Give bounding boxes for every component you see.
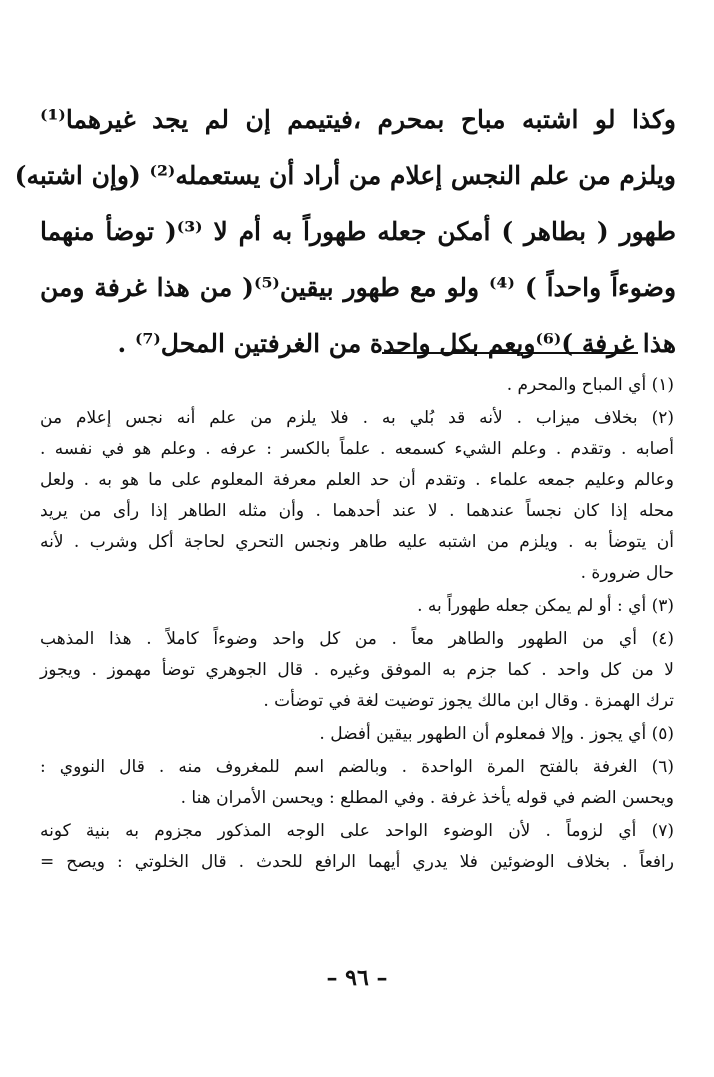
footnote-line: (٥) أي يجوز . وإلا فمعلوم أن الطهور بيقين أفضل . [319,724,674,744]
footnote-1 [40,370,674,401]
footnote-line: لا من كل واحد . كما جزم به الموفق وغيره . قال الجوهري توضأ مهموز . ويجوز [40,660,674,680]
main-text-line: طهور ( بطاهر ) أمكن جعله طهوراً به أم لا ⁽³⁾( توضأ منهما [40,217,676,246]
main-text-line: وضوءاً واحداً ) ⁽⁴⁾ ولو مع طهور بيقين⁽⁵⁾( من هذا غرفة ومن [40,273,677,302]
footnote-line: ترك الهمزة . وقال ابن مالك يجوز توضيت لغة في توضأت . [263,691,674,711]
footnote-divider [382,352,638,354]
footnotes-block [40,370,674,880]
footnote-line: حال ضرورة . [580,563,674,583]
page-number: – ٩٦ – [326,965,388,991]
footnote-line: (١) أي المباح والمحرم . [506,375,674,395]
footnote-4 [40,624,674,717]
main-text-line: هذا غرفة )⁽⁶⁾ويعم بكل واحدة من الغرفتين المحل⁽⁷⁾ . [117,329,676,358]
main-text-line: ويلزم من علم النجس إعلام من أراد أن يستعمله⁽²⁾ (وإن اشتبه) [14,161,676,190]
footnote-line: (٣) أي : أو لم يمكن جعله طهوراً به . [417,596,674,616]
footnote-5 [40,719,674,750]
footnote-line: ويحسن الضم في قوله يأخذ غرفة . وفي المطلع : ويحسن الأمران هنا . [180,788,674,808]
footnote-line: رافعاً . بخلاف الوضوئين فلا يدري أيهما الرافع للحدث . قال الخلوتي : ويصح = [40,852,674,872]
footnote-line: محله إذا كان نجساً عندهما . لا عند أحدهما . وأن مثله الطاهر إذا رأى من يريد [40,501,674,521]
footnote-6 [40,752,674,814]
footnote-line: (٦) الغرفة بالفتح المرة الواحدة . وبالضم اسم للمغروف منه . قال النووي : [40,757,674,777]
main-text-block [14,92,677,372]
footnote-line: أن يتوضأ به . ويلزم من اشتبه عليه طاهر ونجس التحري لحاجة أكل وشرب . لأنه [40,532,674,552]
footnote-line: (٧) أي لزوماً . لأن الوضوء الواحد على الوجه المذكور مجزوم به بنية كونه [40,821,674,841]
footnote-line: (٢) بخلاف ميزاب . لأنه قد بُلي به . فلا يلزم من علم أنه نجس إعلام من [40,408,674,428]
footnote-7 [40,816,674,878]
footnote-line: (٤) أي من الطهور والطاهر معاً . من كل واحد وضوءاً كاملاً . هذا المذهب [40,629,674,649]
footnote-line: أصابه . وتقدم . وعلم الشيء كسمعه . علماً بالكسر : عرفه . وعلم هو في نفسه . [40,439,674,459]
footnote-2 [40,403,674,589]
footnote-line: وعالم وعليم جمعه علماء . وتقدم أن حد العلم معرفة المعلوم على ما هو به . ولعل [40,470,674,490]
footnote-3 [40,591,674,622]
main-text-line: وكذا لو اشتبه مباح بمحرم ،فيتيمم إن لم يجد غيرهما⁽¹⁾ [40,105,676,134]
